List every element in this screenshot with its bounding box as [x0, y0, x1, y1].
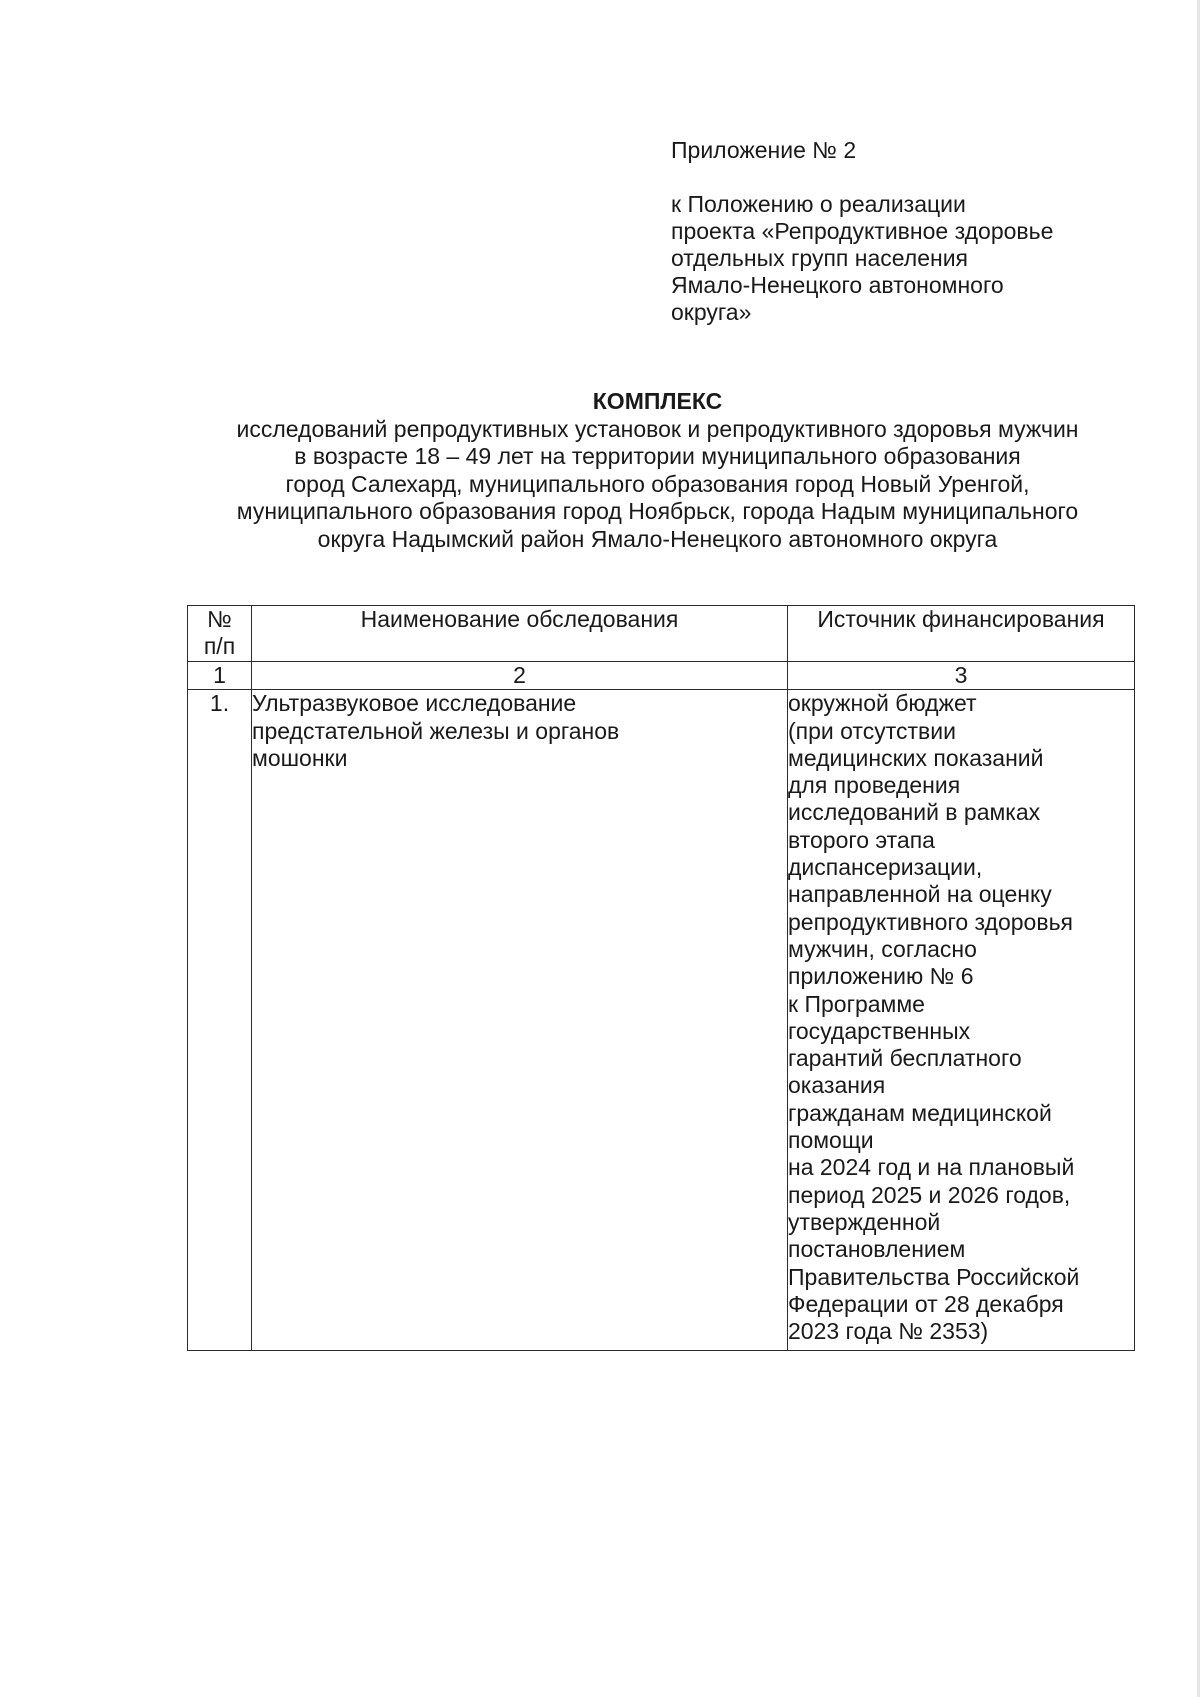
- row-source-line: к Программе: [788, 990, 925, 1017]
- row-name-line: предстательной железы и органов: [252, 717, 620, 744]
- table-row: [188, 690, 1135, 1351]
- row-source-line: помощи: [788, 1127, 874, 1154]
- row-name-line: мошонки: [252, 744, 348, 771]
- appendix-line: округа»: [671, 299, 752, 325]
- appendix-line: проекта «Репродуктивное здоровье: [671, 218, 1054, 244]
- row-source-line: гарантий бесплатного: [788, 1045, 1022, 1072]
- row-source-line: диспансеризации,: [788, 854, 983, 881]
- heading-line: исследований репродуктивных установок и репродуктивного здоровья мужчин: [236, 415, 1079, 442]
- header-number-line: №: [207, 606, 232, 632]
- row-source-line: государственных: [788, 1017, 971, 1044]
- row-source-line: постановлением: [788, 1236, 966, 1263]
- index-cell: 1: [188, 662, 252, 690]
- index-cell: 2: [252, 662, 788, 690]
- row-source-line: репродуктивного здоровья: [788, 908, 1074, 935]
- row-name-line: Ультразвуковое исследование: [252, 690, 577, 717]
- heading-line: город Салехард, муниципального образования город Новый Уренгой,: [285, 470, 1030, 497]
- table-header-row: [188, 606, 1135, 662]
- row-source-line: период 2025 и 2026 годов,: [788, 1181, 1071, 1208]
- appendix-line: к Положению о реализации: [671, 191, 966, 217]
- heading-line: муниципального образования город Ноябрьск, города Надым муниципального: [236, 498, 1079, 524]
- row-source-line: утвержденной: [788, 1208, 941, 1235]
- row-source-line: Правительства Российской: [788, 1263, 1080, 1290]
- heading-line: в возрасте 18 – 49 лет на территории муниципального образования: [294, 443, 1021, 469]
- row-source-line: исследований в рамках: [788, 799, 1041, 826]
- row-name-cell: [252, 690, 788, 1351]
- heading-title: КОМПЛЕКС: [592, 388, 723, 414]
- row-source-line: Федерации от 28 декабря: [788, 1290, 1064, 1317]
- index-cell: 3: [788, 662, 1135, 690]
- row-number-cell: 1.: [188, 690, 252, 1351]
- row-source-line: направленной на оценку: [788, 881, 1052, 908]
- row-source-line: медицинских показаний: [788, 744, 1044, 771]
- row-source-line: мужчин, согласно: [788, 935, 977, 962]
- row-source-line: приложению № 6: [788, 963, 974, 990]
- row-source-line: на 2024 год и на плановый: [788, 1154, 1075, 1181]
- appendix-number: Приложение № 2: [671, 137, 857, 163]
- appendix-block: [671, 137, 1131, 326]
- table-index-row: [188, 662, 1135, 690]
- header-cell-name: Наименование обследования: [252, 606, 788, 662]
- row-source-line: гражданам медицинской: [788, 1099, 1052, 1126]
- row-source-line: оказания: [788, 1072, 886, 1099]
- document-heading: [180, 388, 1135, 553]
- examinations-table: [187, 605, 1135, 1351]
- row-source-line: (при отсутствии: [788, 717, 956, 744]
- header-cell-source: Источник финансирования: [788, 606, 1135, 662]
- row-source-line: для проведения: [788, 772, 961, 799]
- row-source-cell: [788, 690, 1135, 1351]
- heading-line: округа Надымский район Ямало-Ненецкого автономного округа: [317, 525, 998, 552]
- row-source-line: 2023 года № 2353): [788, 1318, 989, 1345]
- row-source-line: окружной бюджет: [788, 690, 977, 717]
- appendix-line: отдельных групп населения: [671, 245, 968, 271]
- header-cell-number: [188, 606, 252, 662]
- row-source-line: второго этапа: [788, 826, 935, 853]
- appendix-line: Ямало-Ненецкого автономного: [671, 272, 1004, 298]
- header-number-line: п/п: [203, 633, 236, 660]
